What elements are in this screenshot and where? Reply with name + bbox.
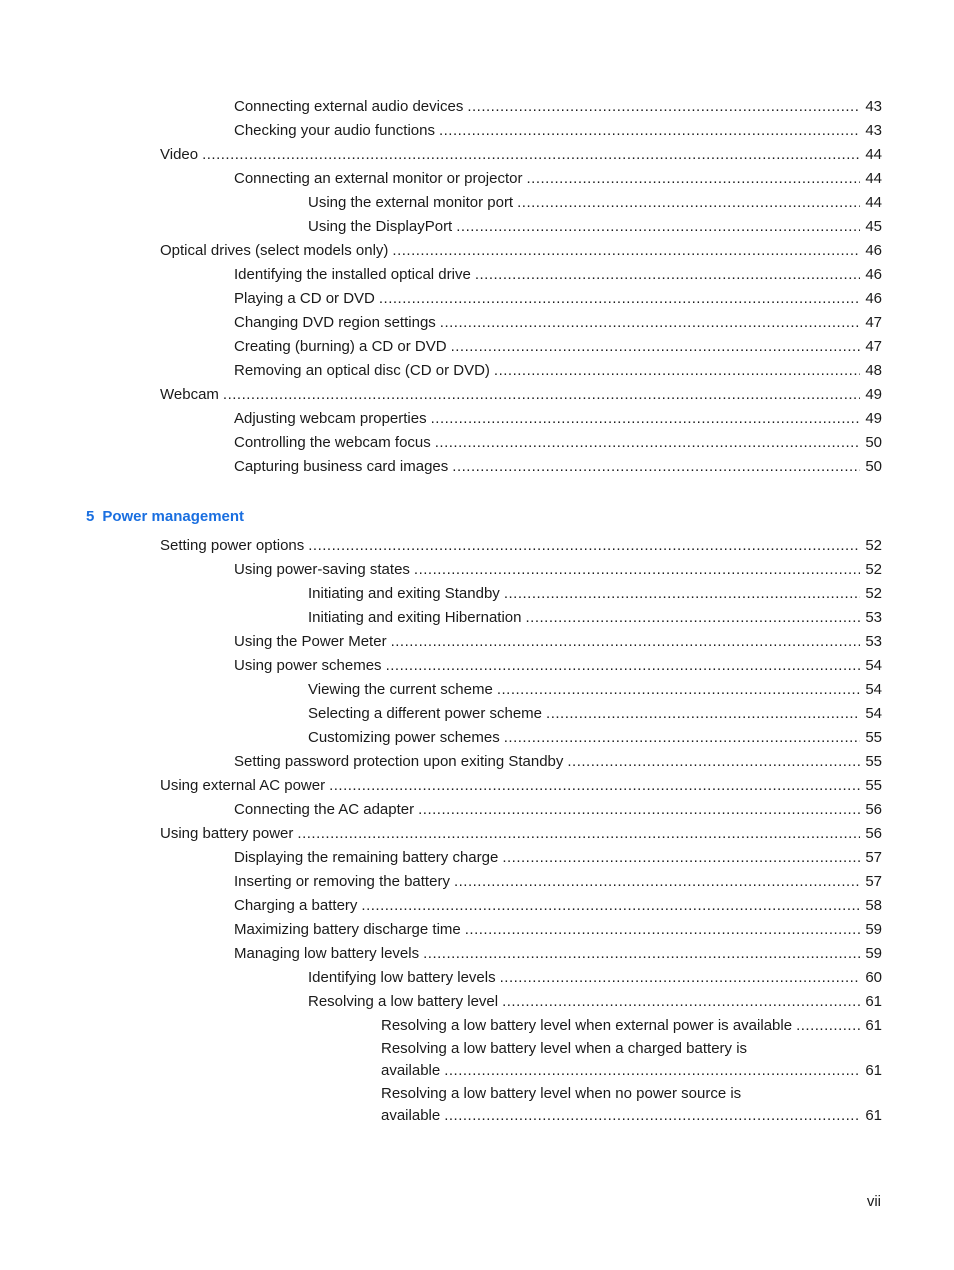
toc-entry-page: 46	[865, 242, 882, 259]
dot-leader	[546, 702, 860, 726]
dot-leader	[504, 726, 860, 750]
toc-entry[interactable]	[234, 750, 954, 774]
dot-leader	[502, 846, 860, 870]
toc-entry-title: Using power schemes	[234, 657, 382, 674]
toc-entry[interactable]	[234, 167, 954, 191]
chapter-number: 5	[86, 508, 95, 525]
dot-leader	[435, 431, 860, 455]
toc-entry[interactable]	[160, 774, 954, 798]
dot-leader	[517, 191, 860, 215]
dot-leader	[308, 534, 860, 558]
toc-entry-title-continued: available	[381, 1062, 441, 1079]
toc-entry-page: 59	[865, 945, 882, 962]
toc-entry[interactable]	[234, 558, 954, 582]
toc-entry[interactable]	[234, 870, 954, 894]
toc-entry-page: 50	[865, 458, 882, 475]
toc-entry[interactable]	[234, 455, 954, 479]
dot-leader	[467, 95, 860, 119]
toc-entry[interactable]	[234, 630, 954, 654]
page-number: vii	[866, 1193, 881, 1210]
toc-entry-page: 60	[865, 969, 882, 986]
toc-entry-page: 48	[865, 362, 882, 379]
toc-entry[interactable]	[234, 335, 954, 359]
toc-entry[interactable]	[160, 822, 954, 846]
dot-leader	[504, 582, 860, 606]
dot-leader	[431, 407, 860, 431]
toc-entry-title: Resolving a low battery level when no power source is	[381, 1085, 742, 1102]
toc-entry-page: 49	[865, 386, 882, 403]
chapter-heading[interactable]	[86, 508, 244, 525]
toc-entry-title: Setting power options	[160, 537, 305, 554]
toc-entry[interactable]	[234, 942, 954, 966]
toc-entry[interactable]	[308, 215, 954, 239]
toc-entry[interactable]	[234, 798, 954, 822]
toc-entry-title: Maximizing battery discharge time	[234, 921, 461, 938]
toc-entry[interactable]	[308, 582, 954, 606]
dot-leader	[452, 455, 860, 479]
toc-entry-title: Checking your audio functions	[234, 122, 435, 139]
toc-entry-page: 53	[865, 609, 882, 626]
toc-entry[interactable]	[308, 678, 954, 702]
dot-leader	[361, 894, 860, 918]
toc-entry-title: Identifying low battery levels	[308, 969, 496, 986]
toc-entry-title: Managing low battery levels	[234, 945, 420, 962]
toc-entry-title: Removing an optical disc (CD or DVD)	[234, 362, 490, 379]
toc-entry-page: 56	[865, 825, 882, 842]
toc-entry[interactable]	[308, 702, 954, 726]
toc-entry-title: Using external AC power	[160, 777, 326, 794]
toc-entry[interactable]	[308, 966, 954, 990]
toc-entry-page: 43	[865, 122, 882, 139]
toc-entry-page: 61	[865, 993, 882, 1010]
dot-leader	[297, 822, 860, 846]
toc-entry-title: Resolving a low battery level	[308, 993, 499, 1010]
toc-entry[interactable]	[234, 846, 954, 870]
toc-entry-title: Using the Power Meter	[234, 633, 387, 650]
toc-entry-title: Inserting or removing the battery	[234, 873, 450, 890]
toc-list-power-management	[0, 534, 954, 1128]
toc-entry-page: 55	[865, 777, 882, 794]
dot-leader	[465, 918, 860, 942]
toc-entry-title: Selecting a different power scheme	[308, 705, 543, 722]
toc-entry-title: Connecting the AC adapter	[234, 801, 415, 818]
toc-entry-page: 49	[865, 410, 882, 427]
toc-entry[interactable]	[234, 407, 954, 431]
toc-entry-title: Connecting external audio devices	[234, 98, 464, 115]
dot-leader	[456, 215, 860, 239]
toc-entry-title: Using the external monitor port	[308, 194, 514, 211]
toc-entry[interactable]	[381, 1083, 954, 1128]
toc-entry-page: 47	[865, 314, 882, 331]
toc-entry-title: Displaying the remaining battery charge	[234, 849, 499, 866]
toc-entry[interactable]	[234, 263, 954, 287]
toc-entry[interactable]	[234, 359, 954, 383]
dot-leader	[444, 1059, 860, 1083]
toc-entry-page: 47	[865, 338, 882, 355]
toc-entry[interactable]	[234, 119, 954, 143]
toc-entry[interactable]	[308, 990, 954, 1014]
chapter-title: Power management	[102, 508, 245, 525]
dot-leader	[497, 678, 860, 702]
toc-entry-title: Optical drives (select models only)	[160, 242, 389, 259]
toc-entry-page: 54	[865, 681, 882, 698]
toc-entry[interactable]	[160, 143, 954, 167]
dot-leader	[418, 798, 860, 822]
toc-entry-page: 45	[865, 218, 882, 235]
toc-entry-page: 55	[865, 753, 882, 770]
toc-entry-page: 44	[865, 170, 882, 187]
toc-entry-title: Using battery power	[160, 825, 294, 842]
toc-entry-page: 44	[865, 194, 882, 211]
toc-entry-title: Customizing power schemes	[308, 729, 500, 746]
dot-leader	[475, 263, 860, 287]
toc-entry[interactable]	[234, 311, 954, 335]
toc-entry[interactable]	[234, 287, 954, 311]
dot-leader	[202, 143, 860, 167]
toc-entry[interactable]	[234, 431, 954, 455]
toc-entry-title: Capturing business card images	[234, 458, 449, 475]
dot-leader	[444, 1104, 860, 1128]
dot-leader	[527, 167, 861, 191]
dot-leader	[423, 942, 860, 966]
toc-entry-page: 61	[865, 1107, 882, 1124]
toc-entry-page: 58	[865, 897, 882, 914]
toc-entry-page: 46	[865, 290, 882, 307]
toc-entry-title: Changing DVD region settings	[234, 314, 436, 331]
dot-leader	[494, 359, 860, 383]
dot-leader	[414, 558, 860, 582]
dot-leader	[502, 990, 860, 1014]
toc-entry-title: Using the DisplayPort	[308, 218, 453, 235]
toc-entry-page: 52	[865, 537, 882, 554]
toc-entry-title: Webcam	[160, 386, 219, 403]
toc-entry-title: Using power-saving states	[234, 561, 410, 578]
dot-leader	[454, 870, 860, 894]
toc-entry[interactable]	[234, 654, 954, 678]
dot-leader	[391, 630, 860, 654]
toc-entry[interactable]	[234, 918, 954, 942]
toc-entry-title: Creating (burning) a CD or DVD	[234, 338, 447, 355]
toc-entry-title-continued: available	[381, 1107, 441, 1124]
toc-entry-page: 57	[865, 849, 882, 866]
toc-entry[interactable]	[381, 1038, 954, 1083]
toc-list-multimedia	[0, 95, 954, 479]
toc-entry[interactable]	[160, 383, 954, 407]
toc-entry-title: Resolving a low battery level when a charged battery is	[381, 1040, 748, 1057]
dot-leader	[329, 774, 860, 798]
toc-entry-title: Setting password protection upon exiting Standby	[234, 753, 564, 770]
toc-entry[interactable]	[160, 534, 954, 558]
toc-entry-title: Video	[160, 146, 199, 163]
toc-entry-title: Resolving a low battery level when external power is available	[381, 1017, 793, 1034]
toc-entry-title: Connecting an external monitor or projector	[234, 170, 523, 187]
toc-entry-page: 50	[865, 434, 882, 451]
toc-entry-title: Viewing the current scheme	[308, 681, 493, 698]
toc-entry[interactable]	[234, 894, 954, 918]
dot-leader	[500, 966, 860, 990]
toc-entry-page: 52	[865, 585, 882, 602]
toc-entry-title: Initiating and exiting Hibernation	[308, 609, 522, 626]
toc-entry-title: Charging a battery	[234, 897, 358, 914]
dot-leader	[379, 287, 860, 311]
toc-entry-title: Initiating and exiting Standby	[308, 585, 500, 602]
toc-entry-title: Identifying the installed optical drive	[234, 266, 471, 283]
toc-entry-page: 54	[865, 657, 882, 674]
toc-entry[interactable]	[308, 191, 954, 215]
toc-entry-page: 56	[865, 801, 882, 818]
toc-entry-page: 61	[865, 1062, 882, 1079]
dot-leader	[386, 654, 860, 678]
dot-leader	[223, 383, 860, 407]
toc-entry-page: 59	[865, 921, 882, 938]
toc-entry-page: 57	[865, 873, 882, 890]
dot-leader	[392, 239, 860, 263]
toc-entry-page: 54	[865, 705, 882, 722]
toc-entry-page: 53	[865, 633, 882, 650]
dot-leader	[525, 606, 860, 630]
toc-entry-page: 46	[865, 266, 882, 283]
dot-leader	[567, 750, 860, 774]
toc-entry-page: 61	[865, 1017, 882, 1034]
dot-leader	[439, 119, 860, 143]
toc-entry-page: 52	[865, 561, 882, 578]
toc-entry[interactable]	[308, 606, 954, 630]
toc-entry[interactable]	[381, 1014, 954, 1038]
toc-entry-page: 43	[865, 98, 882, 115]
toc-entry-title: Adjusting webcam properties	[234, 410, 427, 427]
toc-entry[interactable]	[234, 95, 954, 119]
toc-entry-page: 55	[865, 729, 882, 746]
toc-entry-title: Controlling the webcam focus	[234, 434, 431, 451]
toc-entry-page: 44	[865, 146, 882, 163]
dot-leader	[451, 335, 860, 359]
dot-leader	[796, 1014, 860, 1038]
toc-entry-title: Playing a CD or DVD	[234, 290, 375, 307]
dot-leader	[440, 311, 860, 335]
toc-entry[interactable]	[308, 726, 954, 750]
toc-entry[interactable]	[160, 239, 954, 263]
